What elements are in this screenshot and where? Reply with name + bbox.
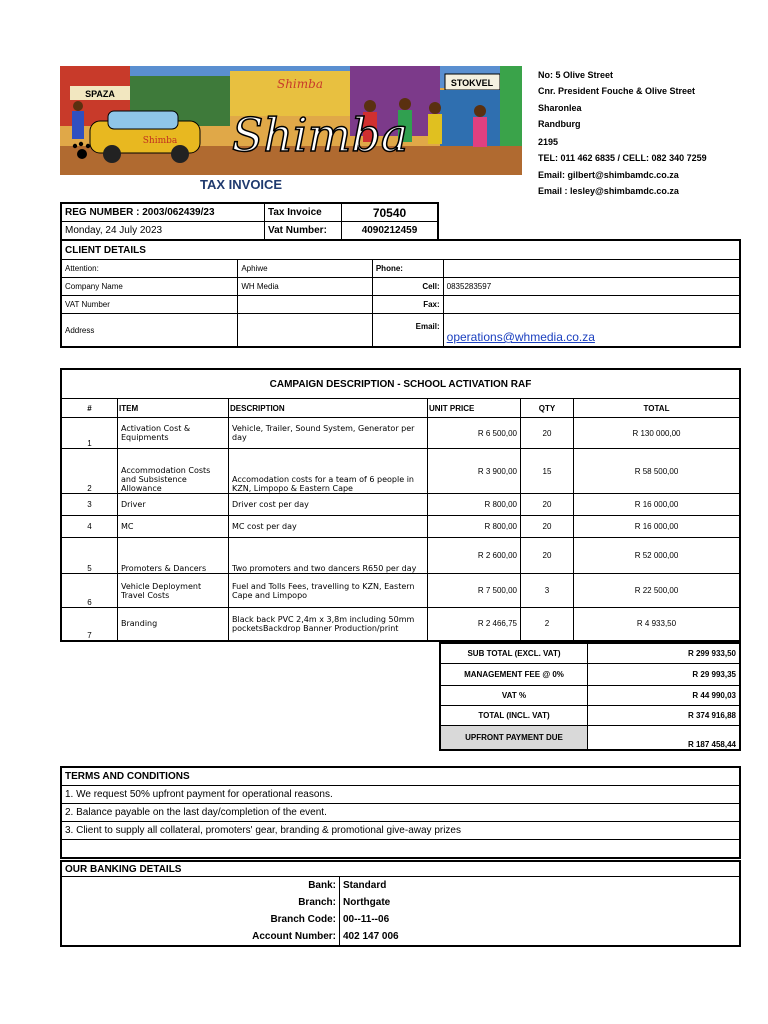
row-item: Branding	[118, 608, 229, 641]
attention-value: Aphiwe	[238, 260, 373, 278]
invoice-number: 70540	[342, 203, 439, 222]
vat-total-label: VAT %	[440, 686, 588, 706]
address-line-4: Randburg	[538, 119, 581, 129]
company-logo	[60, 66, 522, 175]
banking-title: OUR BANKING DETAILS	[61, 861, 740, 877]
terms-section	[60, 766, 741, 859]
row-unit-price: R 800,00	[428, 494, 521, 516]
invoice-header	[60, 202, 439, 241]
row-qty: 20	[521, 418, 574, 449]
car-text: Shimba	[142, 136, 178, 146]
row-item: Promoters & Dancers	[118, 538, 229, 574]
contact-email-1: Email: gilbert@shimbamdc.co.za	[538, 170, 679, 180]
terms-item-1: 1. We request 50% upfront payment for operational reasons.	[61, 786, 740, 804]
phone-value	[443, 260, 740, 278]
cell-label: Cell:	[372, 278, 443, 296]
account-number-label: Account Number:	[61, 928, 340, 946]
row-number: 5	[61, 538, 118, 574]
vat-value	[238, 296, 373, 314]
client-details	[60, 239, 741, 348]
terms-spacer	[61, 840, 740, 859]
row-description: Two promoters and two dancers R650 per day	[229, 538, 428, 574]
row-qty: 2	[521, 608, 574, 641]
subtotal-label: SUB TOTAL (EXCL. VAT)	[440, 643, 588, 664]
spaza-sign: SPAZA	[85, 89, 115, 99]
table-row	[61, 516, 740, 538]
terms-title: TERMS AND CONDITIONS	[61, 767, 740, 786]
branch-code-label: Branch Code:	[61, 911, 340, 928]
address-label: Address	[61, 314, 238, 348]
address-line-1: No: 5 Olive Street	[538, 70, 614, 80]
stokvel-sign: STOKVEL	[450, 78, 494, 88]
row-item: Driver	[118, 494, 229, 516]
bank-label: Bank:	[61, 877, 340, 895]
phone-label: Phone:	[372, 260, 443, 278]
reg-number: REG NUMBER : 2003/062439/23	[61, 203, 265, 222]
invoice-date: Monday, 24 July 2023	[61, 222, 265, 241]
brand-script: Shimba	[231, 108, 409, 162]
row-qty: 20	[521, 516, 574, 538]
row-description: Fuel and Tolls Fees, travelling to KZN, Eastern Cape and Limpopo	[229, 574, 428, 608]
address-line-2: Cnr. President Fouche & Olive Street	[538, 86, 696, 96]
fax-value	[443, 296, 740, 314]
row-description: Black back PVC 2,4m x 3,8m including 50mm pocketsBackdrop Banner Production/print	[229, 608, 428, 641]
row-description: MC cost per day	[229, 516, 428, 538]
address-line-3: Sharonlea	[538, 103, 582, 113]
row-description: Driver cost per day	[229, 494, 428, 516]
branch-value: Northgate	[343, 897, 391, 908]
row-item: Vehicle Deployment Travel Costs	[118, 574, 229, 608]
row-item: MC	[118, 516, 229, 538]
row-total: R 16 000,00	[574, 516, 741, 538]
vat-total-value: R 44 990,03	[588, 686, 741, 706]
row-number: 1	[61, 418, 118, 449]
mgmt-fee-label: MANAGEMENT FEE @ 0%	[440, 664, 588, 686]
upfront-value: R 187 458,44	[588, 726, 741, 750]
email-label: Email:	[372, 314, 443, 348]
col-no: #	[61, 399, 118, 418]
attention-label: Attention:	[61, 260, 238, 278]
company-label: Company Name	[61, 278, 238, 296]
row-total: R 16 000,00	[574, 494, 741, 516]
branch-code-value: 00--11--06	[343, 914, 390, 925]
col-total: TOTAL	[574, 399, 741, 418]
col-item: ITEM	[118, 399, 229, 418]
email-link[interactable]: operations@whmedia.co.za	[443, 314, 740, 348]
row-unit-price: R 7 500,00	[428, 574, 521, 608]
row-unit-price: R 800,00	[428, 516, 521, 538]
contact-phone: TEL: 011 462 6835 / CELL: 082 340 7259	[538, 153, 707, 163]
col-description: DESCRIPTION	[229, 399, 428, 418]
row-total: R 58 500,00	[574, 449, 741, 494]
terms-item-3: 3. Client to supply all collateral, promoters' gear, branding & promotional give-away prizes	[61, 822, 740, 840]
table-row	[61, 538, 740, 574]
row-total: R 4 933,50	[574, 608, 741, 641]
logo-illustration	[60, 66, 522, 175]
col-unit-price: UNIT PRICE	[428, 399, 521, 418]
contact-email-2: Email : lesley@shimbamdc.co.za	[538, 186, 679, 196]
account-number-value: 402 147 006	[343, 931, 399, 942]
address-value	[238, 314, 373, 348]
campaign-items	[60, 368, 741, 642]
address-line-5: 2195	[538, 137, 559, 147]
table-row	[61, 418, 740, 449]
row-number: 7	[61, 608, 118, 641]
row-total: R 22 500,00	[574, 574, 741, 608]
table-row	[61, 608, 740, 641]
campaign-title: CAMPAIGN DESCRIPTION - SCHOOL ACTIVATION RAF	[61, 369, 740, 399]
table-row	[61, 574, 740, 608]
row-unit-price: R 3 900,00	[428, 449, 521, 494]
row-description: Accomodation costs for a team of 6 people in KZN, Limpopo & Eastern Cape	[229, 449, 428, 494]
client-details-title: CLIENT DETAILS	[61, 240, 740, 260]
bank-value: Standard	[343, 880, 387, 891]
mgmt-fee-value: R 29 993,35	[588, 664, 741, 686]
upfront-label: UPFRONT PAYMENT DUE	[440, 726, 588, 750]
row-unit-price: R 2 600,00	[428, 538, 521, 574]
row-unit-price: R 6 500,00	[428, 418, 521, 449]
grand-total-value: R 374 916,88	[588, 706, 741, 726]
grand-total-label: TOTAL (INCL. VAT)	[440, 706, 588, 726]
row-number: 2	[61, 449, 118, 494]
row-number: 4	[61, 516, 118, 538]
cell-value: 0835283597	[443, 278, 740, 296]
document-title: TAX INVOICE	[200, 177, 283, 192]
row-qty: 20	[521, 494, 574, 516]
tax-invoice-label: Tax Invoice	[265, 203, 342, 222]
banking-section	[60, 860, 741, 947]
table-row	[61, 494, 740, 516]
row-item: Activation Cost & Equipments	[118, 418, 229, 449]
terms-item-2: 2. Balance payable on the last day/completion of the event.	[61, 804, 740, 822]
col-qty: QTY	[521, 399, 574, 418]
row-qty: 3	[521, 574, 574, 608]
table-row	[61, 449, 740, 494]
row-number: 3	[61, 494, 118, 516]
company-value: WH Media	[238, 278, 373, 296]
vat-number: 4090212459	[342, 222, 439, 241]
totals-box	[439, 642, 741, 751]
branch-label: Branch:	[61, 894, 340, 911]
fax-label: Fax:	[372, 296, 443, 314]
mural-script: Shimba	[276, 77, 324, 91]
row-qty: 15	[521, 449, 574, 494]
subtotal-value: R 299 933,50	[588, 643, 741, 664]
row-unit-price: R 2 466,75	[428, 608, 521, 641]
row-number: 6	[61, 574, 118, 608]
row-qty: 20	[521, 538, 574, 574]
row-item: Accommodation Costs and Subsistence Allowance	[118, 449, 229, 494]
vat-number-label: Vat Number:	[265, 222, 342, 241]
row-total: R 52 000,00	[574, 538, 741, 574]
row-description: Vehicle, Trailer, Sound System, Generator per day	[229, 418, 428, 449]
vat-label: VAT Number	[61, 296, 238, 314]
row-total: R 130 000,00	[574, 418, 741, 449]
